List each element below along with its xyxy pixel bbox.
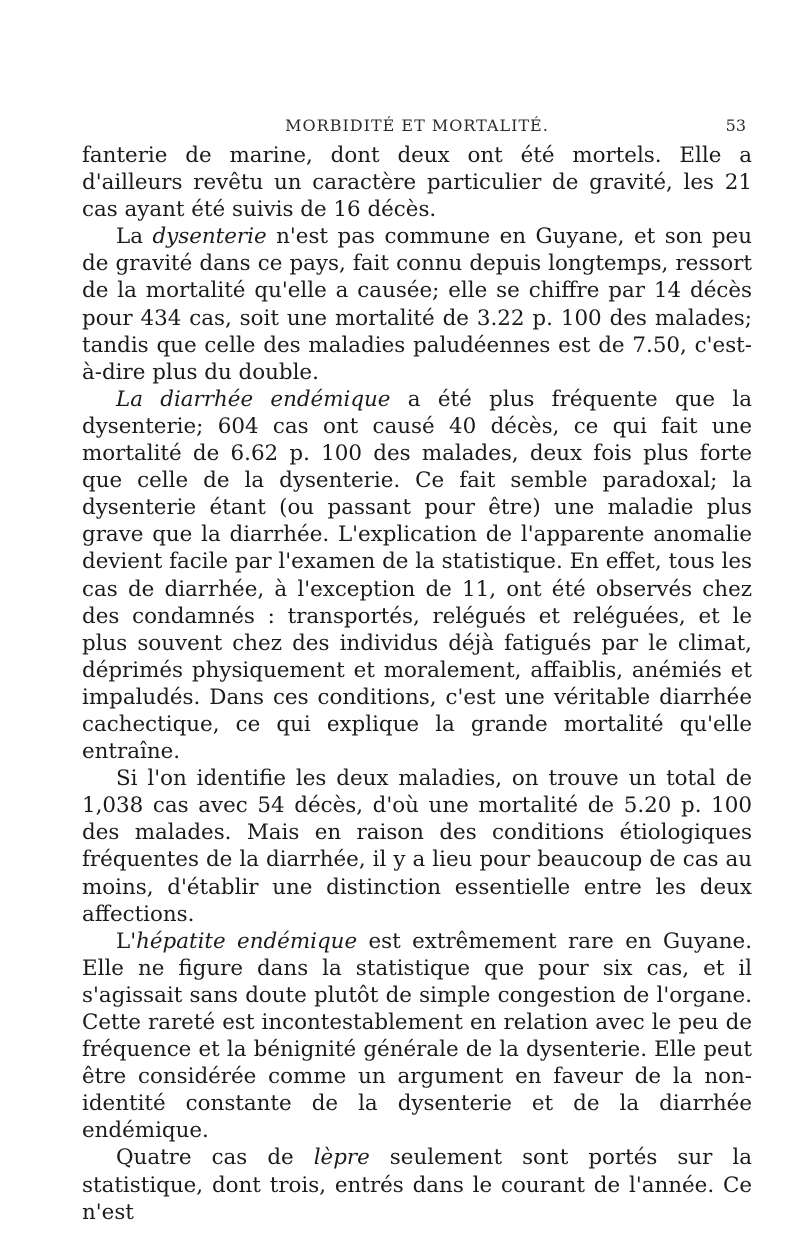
paragraph-total [82,765,752,928]
text-run: L' [116,928,137,954]
page-number: 53 [725,116,746,135]
text-run: Si l'on identifie les deux maladies, on trouve un total de 1,038 cas avec 54 décès, d'où une mortalité de 5.20 p. 100 des malades. Mais en raison des conditions étiologiques fréquentes de la diarrhée, il y a lieu pour beaucoup de cas au moins, d'établir une distinction essentielle entre les deux affections. [82,766,752,927]
italic-term: dysenterie [152,224,267,250]
italic-term: hépatite endémique [136,928,358,954]
body-text [82,142,752,1226]
text-run: n'est pas commune en Guyane, et son peu de gravité dans ce pays, fait connu depuis longtemps, ressort de la mortalité qu'elle a causée; elle se chiffre par 14 décès pour 434 cas, soit une mortalité de 3.22 p. 100 des malades; tandis que celle des maladies paludéennes est de 7.50, c'est-à-dire plus du double. [82,224,752,385]
text-run: seulement sont portés sur la statistique, dont trois, entrés dans le courant de l'année. Ce n'est [82,1145,752,1225]
text-run: Quatre cas de [116,1145,314,1171]
paragraph-dysenterie [82,223,752,386]
italic-term: lèpre [313,1145,370,1171]
paragraph-lepre [82,1144,752,1225]
paragraph-diarrhee [82,386,752,765]
text-run: a été plus fréquente que la dysenterie; 604 cas ont causé 40 décès, ce qui fait une mortalité de 6.62 p. 100 des malades, deux fois plus forte que celle de la dysenterie. Ce fait semble paradoxal; la dysenterie étant (ou passant pour être) une maladie plus grave que la diarrhée. L'explication de l'apparente anomalie devient facile par l'examen de la statistique. En effet, tous les cas de diarrhée, à l'exception de 11, ont été observés chez des condamnés : transportés, relégués et reléguées, et le plus souvent chez des individus déjà fatigués par le climat, déprimés physiquement et moralement, affaiblis, anémiés et impaludés. Dans ces conditions, c'est une véritable diarrhée cachectique, ce qui explique la grande mortalité qu'elle entraîne. [82,386,752,765]
text-run: La [116,224,153,250]
text-run: fanterie de marine, dont deux ont été mortels. Elle a d'ailleurs revêtu un caractère particulier de gravité, les 21 cas ayant été suivis de 16 décès. [82,143,752,223]
text-run: est extrêmement rare en Guyane. Elle ne figure dans la statistique que pour six cas, et il s'agissait sans doute plutôt de simple congestion de l'organe. Cette rareté est incontestablement en relation avec le peu de fréquence et la bénignité générale de la dysenterie. Elle peut être considérée comme un argument en faveur de la non-identité constante de la dysenterie et de la diarrhée endémique. [82,928,752,1144]
running-title: MORBIDITÉ ET MORTALITÉ. [285,116,549,135]
italic-term: La diarrhée endémique [116,386,391,412]
paragraph-continuation [82,142,752,223]
paragraph-hepatite [82,928,752,1145]
